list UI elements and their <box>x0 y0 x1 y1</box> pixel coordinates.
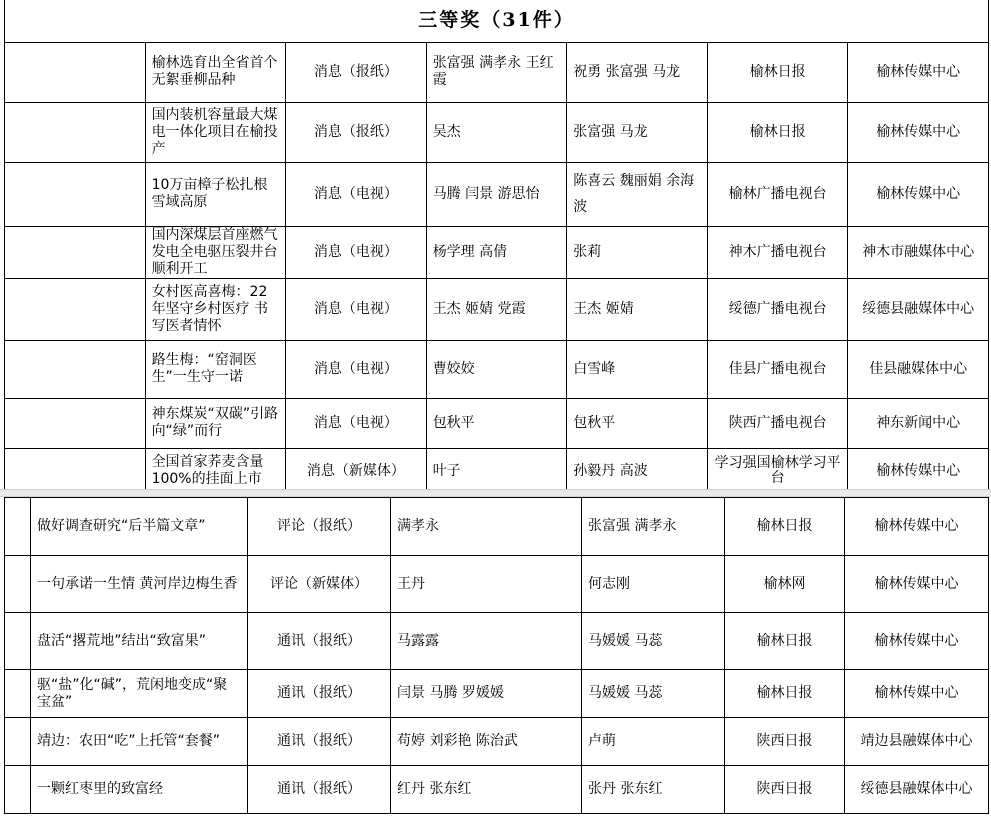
authors: 曹姣姣 <box>426 340 567 398</box>
table-row <box>5 162 989 226</box>
category: 消息（电视） <box>286 278 427 340</box>
category: 消息（报纸） <box>286 102 427 162</box>
index-cell <box>5 498 31 556</box>
index-cell <box>5 670 31 718</box>
submitting-unit: 榆林传媒中心 <box>845 498 989 556</box>
editors: 张莉 <box>567 226 708 278</box>
table-row <box>5 718 989 766</box>
publisher: 陕西广播电视台 <box>707 398 848 448</box>
authors: 叶子 <box>426 448 567 494</box>
submitting-unit: 神东新闻中心 <box>848 398 989 448</box>
authors: 王杰 姬婧 党霞 <box>426 278 567 340</box>
editors: 张富强 满孝永 <box>582 498 725 556</box>
index-cell <box>5 278 146 340</box>
table-row <box>5 398 989 448</box>
work-title: 一颗红枣里的致富经 <box>31 766 248 814</box>
table-row <box>5 340 989 398</box>
table-row <box>5 613 989 670</box>
category: 通讯（报纸） <box>248 766 391 814</box>
category: 消息（电视） <box>286 162 427 226</box>
index-cell <box>5 613 31 670</box>
table-row <box>5 102 989 162</box>
editors: 陈喜云 魏丽娟 余海波 <box>567 162 708 226</box>
editors: 马媛媛 马蕊 <box>582 613 725 670</box>
submitting-unit: 榆林传媒中心 <box>848 42 989 102</box>
work-title: 国内深煤层首座燃气发电全电驱压裂井台顺利开工 <box>145 226 286 278</box>
page-break-gap <box>0 489 991 497</box>
award-table-part-2 <box>4 497 989 814</box>
publisher: 佳县广播电视台 <box>707 340 848 398</box>
publisher: 榆林日报 <box>707 42 848 102</box>
publisher: 榆林日报 <box>725 613 845 670</box>
category: 消息（新媒体） <box>286 448 427 494</box>
table-row <box>5 498 989 556</box>
work-title: 靖边：农田“吃”上托管“套餐” <box>31 718 248 766</box>
submitting-unit: 神木市融媒体中心 <box>848 226 989 278</box>
submitting-unit: 榆林传媒中心 <box>848 102 989 162</box>
index-cell <box>5 448 146 494</box>
index-cell <box>5 226 146 278</box>
index-cell <box>5 162 146 226</box>
category: 消息（电视） <box>286 226 427 278</box>
editors: 包秋平 <box>567 398 708 448</box>
table-row <box>5 42 989 102</box>
work-title: 路生梅：“窑洞医生”一生守一诺 <box>145 340 286 398</box>
editors: 白雪峰 <box>567 340 708 398</box>
award-title: 三等奖（31件） <box>5 0 989 42</box>
work-title: 做好调查研究“后半篇文章” <box>31 498 248 556</box>
publisher: 榆林日报 <box>725 498 845 556</box>
editors: 祝勇 张富强 马龙 <box>567 42 708 102</box>
authors: 吴杰 <box>426 102 567 162</box>
submitting-unit: 靖边县融媒体中心 <box>845 718 989 766</box>
work-title: 神东煤炭“双碳”引路 向“绿”而行 <box>145 398 286 448</box>
authors: 马露露 <box>391 613 582 670</box>
category: 消息（电视） <box>286 398 427 448</box>
publisher: 绥德广播电视台 <box>707 278 848 340</box>
submitting-unit: 佳县融媒体中心 <box>848 340 989 398</box>
authors: 苟婷 刘彩艳 陈治武 <box>391 718 582 766</box>
index-cell <box>5 718 31 766</box>
submitting-unit: 榆林传媒中心 <box>848 448 989 494</box>
authors: 包秋平 <box>426 398 567 448</box>
work-title: 榆林选育出全省首个无絮垂柳品种 <box>145 42 286 102</box>
award-table-part-1 <box>4 0 989 495</box>
category: 消息（报纸） <box>286 42 427 102</box>
submitting-unit: 榆林传媒中心 <box>845 670 989 718</box>
category: 通讯（报纸） <box>248 670 391 718</box>
publisher: 陕西日报 <box>725 766 845 814</box>
publisher: 神木广播电视台 <box>707 226 848 278</box>
category: 通讯（报纸） <box>248 718 391 766</box>
index-cell <box>5 42 146 102</box>
editors: 张富强 马龙 <box>567 102 708 162</box>
editors: 马媛媛 马蕊 <box>582 670 725 718</box>
submitting-unit: 绥德县融媒体中心 <box>848 278 989 340</box>
work-title: 全国首家荞麦含量100%的挂面上市 <box>145 448 286 494</box>
title-row <box>5 0 989 42</box>
table-row <box>5 448 989 494</box>
submitting-unit: 榆林传媒中心 <box>845 556 989 613</box>
publisher: 榆林日报 <box>725 670 845 718</box>
authors: 马腾 闫景 游思怡 <box>426 162 567 226</box>
category: 评论（新媒体） <box>248 556 391 613</box>
table-row <box>5 556 989 613</box>
publisher: 学习强国榆林学习平台 <box>707 448 848 494</box>
index-cell <box>5 340 146 398</box>
publisher: 榆林日报 <box>707 102 848 162</box>
authors: 张富强 满孝永 王红霞 <box>426 42 567 102</box>
work-title: 女村医高喜梅：22年坚守乡村医疗 书写医者情怀 <box>145 278 286 340</box>
publisher: 榆林广播电视台 <box>707 162 848 226</box>
index-cell <box>5 102 146 162</box>
authors: 王丹 <box>391 556 582 613</box>
editors: 张丹 张东红 <box>582 766 725 814</box>
editors: 王杰 姬婧 <box>567 278 708 340</box>
table-row <box>5 766 989 814</box>
submitting-unit: 榆林传媒中心 <box>845 613 989 670</box>
editors: 卢萌 <box>582 718 725 766</box>
category: 消息（电视） <box>286 340 427 398</box>
category: 评论（报纸） <box>248 498 391 556</box>
authors: 杨学理 高倩 <box>426 226 567 278</box>
publisher: 陕西日报 <box>725 718 845 766</box>
editors: 何志刚 <box>582 556 725 613</box>
table-page-2 <box>4 497 989 814</box>
work-title: 国内装机容量最大煤电一体化项目在榆投产 <box>145 102 286 162</box>
authors: 红丹 张东红 <box>391 766 582 814</box>
table-page-1 <box>4 0 989 495</box>
work-title: 10万亩樟子松扎根雪域高原 <box>145 162 286 226</box>
index-cell <box>5 398 146 448</box>
work-title: 盘活“撂荒地”结出“致富果” <box>31 613 248 670</box>
table-row <box>5 670 989 718</box>
index-cell <box>5 556 31 613</box>
table-row <box>5 278 989 340</box>
submitting-unit: 绥德县融媒体中心 <box>845 766 989 814</box>
submitting-unit: 榆林传媒中心 <box>848 162 989 226</box>
publisher: 榆林网 <box>725 556 845 613</box>
table-row <box>5 226 989 278</box>
authors: 闫景 马腾 罗媛媛 <box>391 670 582 718</box>
authors: 满孝永 <box>391 498 582 556</box>
work-title: 一句承诺一生情 黄河岸边梅生香 <box>31 556 248 613</box>
editors: 孙毅丹 高波 <box>567 448 708 494</box>
index-cell <box>5 766 31 814</box>
work-title: 驱“盐”化“碱”，荒闲地变成“聚宝盆” <box>31 670 248 718</box>
category: 通讯（报纸） <box>248 613 391 670</box>
